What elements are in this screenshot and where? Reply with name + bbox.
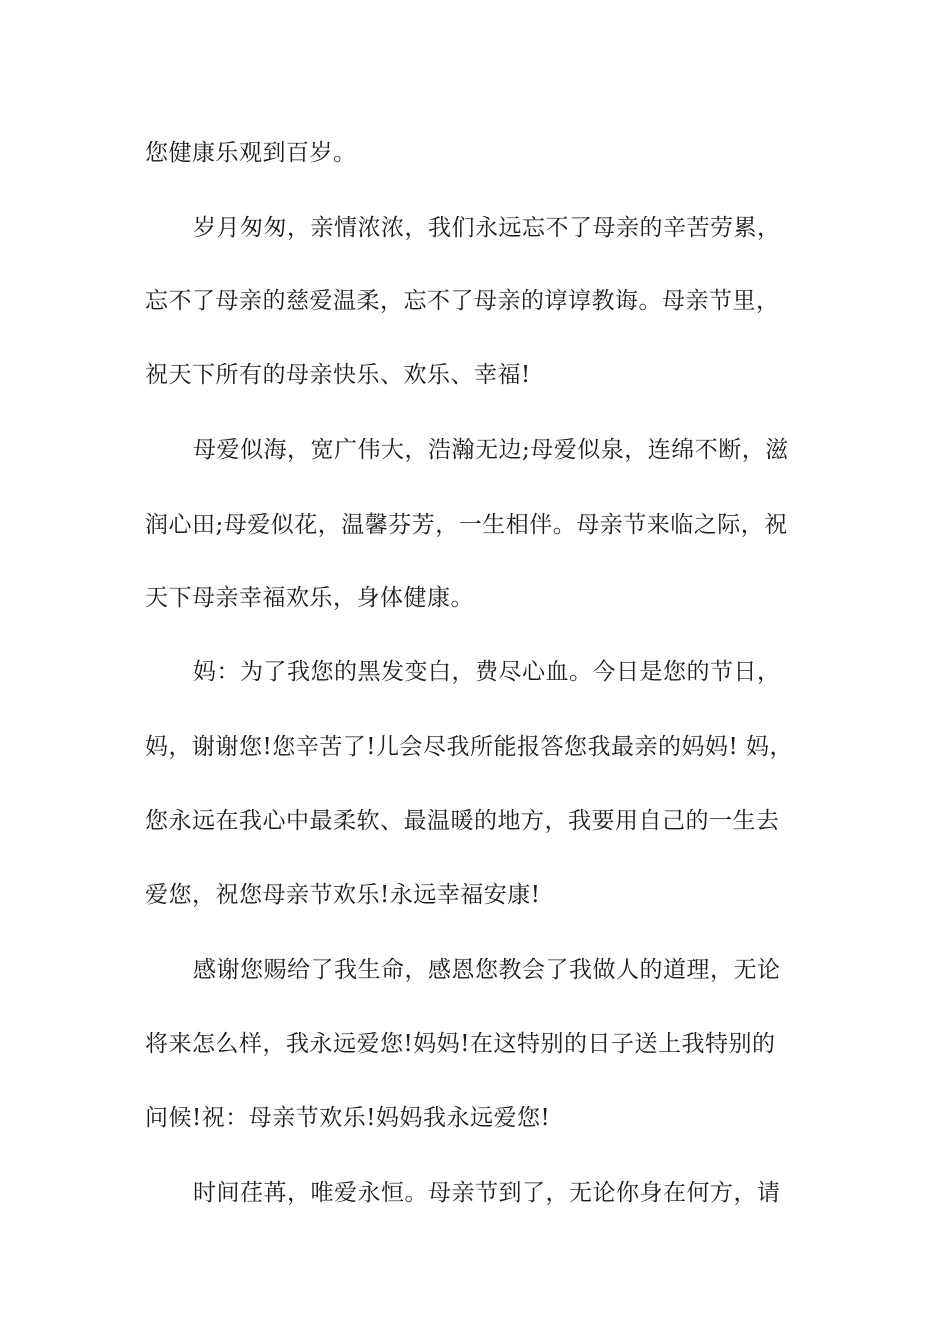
paragraph-start-line: 时间荏苒，唯爱永恒。母亲节到了，无论你身在何方，请 [193, 1180, 781, 1206]
text-line: 天下母亲幸福欢乐，身体健康。 [145, 585, 474, 611]
text-line: 润心田;母爱似花，温馨芬芳，一生相伴。母亲节来临之际，祝 [145, 512, 788, 538]
text-line: 妈，谢谢您!您辛苦了!儿会尽我所能报答您我最亲的妈妈! 妈， [145, 734, 794, 760]
text-line: 问候!祝：母亲节欢乐!妈妈我永远爱您! [145, 1105, 551, 1131]
text-line: 您健康乐观到百岁。 [145, 140, 357, 166]
text-line: 祝天下所有的母亲快乐、欢乐、幸福! [145, 362, 531, 388]
text-line: 忘不了母亲的慈爱温柔，忘不了母亲的谆谆教诲。母亲节里， [145, 288, 780, 314]
text-line: 将来怎么样，我永远爱您!妈妈!在这特别的日子送上我特别的 [145, 1031, 776, 1057]
paragraph-start-line: 感谢您赐给了我生命，感恩您教会了我做人的道理，无论 [193, 957, 781, 983]
paragraph-start-line: 妈：为了我您的黑发变白，费尽心血。今日是您的节日， [193, 659, 781, 685]
paragraph-start-line: 岁月匆匆，亲情浓浓，我们永远忘不了母亲的辛苦劳累， [193, 215, 781, 241]
text-line: 爱您，祝您母亲节欢乐!永远幸福安康! [145, 882, 541, 908]
text-line: 您永远在我心中最柔软、最温暖的地方，我要用自己的一生去 [145, 808, 780, 834]
paragraph-start-line: 母爱似海，宽广伟大，浩瀚无边;母爱似泉，连绵不断，滋 [193, 437, 789, 463]
